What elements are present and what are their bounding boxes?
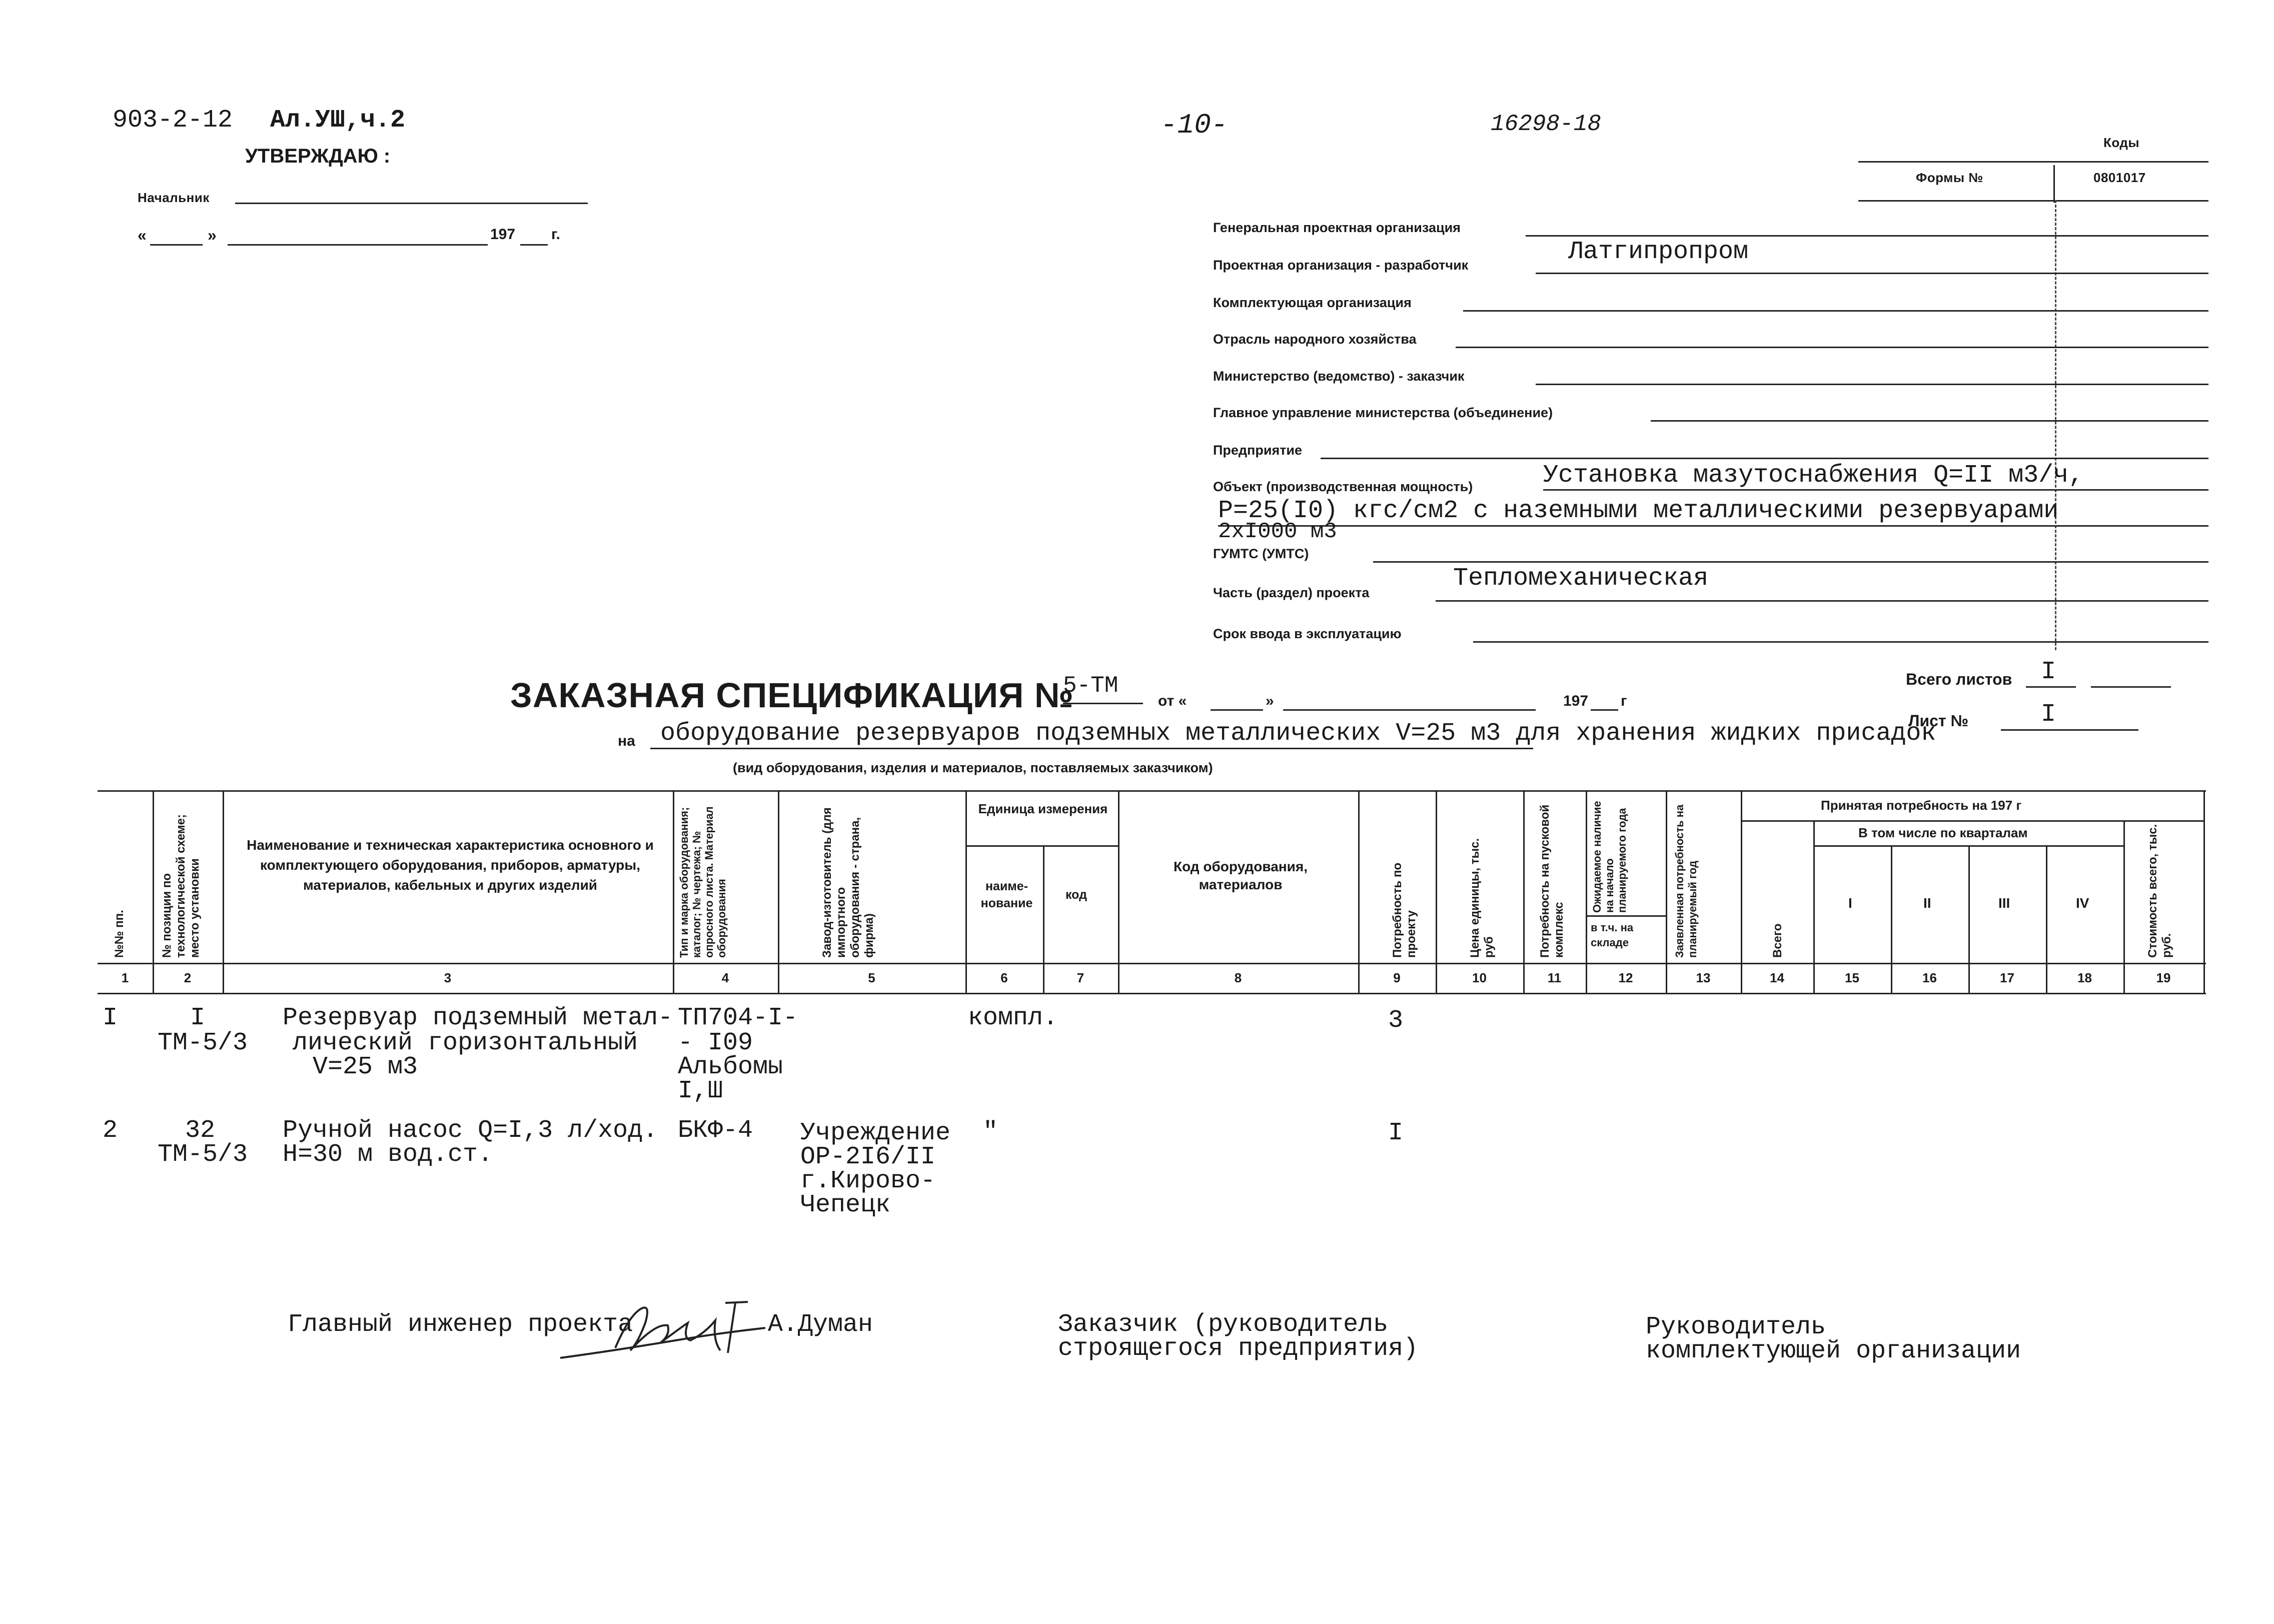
col-divider-7 — [1118, 790, 1119, 993]
row-type: I,Ш — [678, 1077, 723, 1105]
quarters-subheader-line — [1813, 845, 2123, 847]
col-number: 5 — [868, 970, 875, 985]
spec-date-close: » — [1266, 693, 1274, 709]
field-value-project-part: Тепломеханическая — [1453, 564, 1709, 593]
customer-signature-line1: Заказчик (руководитель — [1058, 1310, 1389, 1339]
header-c14: Всего — [1771, 923, 1784, 958]
object-continuation-1: Р=25(I0) кгс/см2 с наземными металлическими резервуарами — [1218, 497, 2059, 525]
col-number: 9 — [1393, 970, 1401, 985]
field-line-object-2 — [1218, 525, 2208, 527]
col-number: 6 — [1000, 970, 1008, 985]
header-c12a: Ожидаемое наличие на начало планируемого года — [1591, 801, 1628, 913]
total-sheets-line-2 — [2091, 686, 2171, 688]
chief-engineer-label: Главный инженер проекта — [288, 1310, 633, 1339]
header-c2: № позиции по технологической схеме; место установки — [160, 814, 202, 958]
spec-number: 5-ТМ — [1063, 673, 1118, 699]
row-type: ТП704-I- — [678, 1004, 798, 1032]
chief-engineer-name: А.Думан — [768, 1310, 873, 1339]
chief-signature-line — [235, 203, 588, 204]
row-type: БКФ-4 — [678, 1116, 753, 1145]
codes-divider — [2053, 165, 2055, 203]
sheet-value: I — [2041, 700, 2056, 729]
col-divider-1 — [153, 790, 154, 993]
table-header-bottom — [98, 993, 2206, 994]
approval-date-close: » — [208, 226, 217, 244]
header-quarters: В том числе по кварталам — [1858, 825, 2028, 840]
header-c19: Стоимость всего, тыс. руб. — [2146, 824, 2173, 958]
page-number: -10- — [1161, 109, 1228, 141]
row-quantity: I — [1388, 1119, 1404, 1147]
field-line-commissioning — [1473, 641, 2208, 643]
row-maker: г.Кирово- — [800, 1167, 936, 1195]
spec-title: ЗАКАЗНАЯ СПЕЦИФИКАЦИЯ № — [510, 676, 1074, 715]
field-label-developer-org: Проектная организация - разработчик — [1213, 258, 1469, 273]
header-c9: Потребность по проекту — [1391, 862, 1418, 958]
row-type: Альбомы — [678, 1053, 783, 1081]
customer-signature-line2: строящегося предприятия) — [1058, 1334, 1419, 1363]
col-number: 19 — [2156, 970, 2171, 985]
unit-subheader-line — [965, 845, 1118, 847]
row-number: 2 — [103, 1116, 118, 1145]
header-c7: код — [1065, 888, 1087, 902]
album-reference: Ал.УШ,ч.2 — [270, 106, 406, 135]
row-name: Ручной насос Q=I,3 л/ход. — [283, 1116, 658, 1145]
field-label-industry: Отрасль народного хозяйства — [1213, 332, 1417, 347]
field-line-enterprise — [1321, 458, 2208, 459]
spec-day-line — [1211, 709, 1263, 711]
field-label-enterprise: Предприятие — [1213, 443, 1303, 458]
header-c16: II — [1923, 895, 1931, 911]
col-number: 4 — [721, 970, 729, 985]
field-line-developer-org — [1536, 273, 2208, 274]
header-c6: наиме-нование — [980, 879, 1033, 910]
field-label-object: Объект (производственная мощность) — [1213, 479, 1473, 494]
approval-year-prefix: 197 — [490, 226, 516, 243]
document-code: 903-2-12 — [113, 106, 233, 135]
row-position: 32 — [185, 1116, 216, 1145]
field-line-general-org — [1526, 235, 2208, 237]
header-unit: Единица измерения — [978, 801, 1108, 816]
header-c1: №№ пп. — [113, 910, 126, 958]
header-c8: Код оборудования, материалов — [1173, 859, 1308, 892]
header-c15: I — [1848, 895, 1852, 911]
row-unit: " — [983, 1118, 998, 1146]
signature-image — [555, 1293, 795, 1373]
approval-year-suffix: г. — [551, 226, 560, 243]
c12-subheader-line — [1586, 915, 1666, 917]
header-c12b: в т.ч. на складе — [1591, 921, 1634, 949]
row-name: Н=30 м вод.ст. — [283, 1140, 493, 1169]
header-c17: III — [1998, 895, 2010, 911]
row-position-scheme: ТМ-5/3 — [158, 1140, 248, 1169]
header-c13: Заявленная потребность на планируемый год — [1673, 804, 1699, 958]
col-divider-8 — [1358, 790, 1360, 993]
spec-subject: оборудование резервуаров подземных металлических V=25 м3 для хранения жидких присадок — [660, 719, 1936, 748]
spec-number-line — [1063, 703, 1143, 704]
spec-on-label: на — [618, 733, 635, 749]
col-number: 16 — [1922, 970, 1937, 985]
row-name: Резервуар подземный метал- — [283, 1004, 673, 1032]
row-maker: Учреждение — [800, 1119, 951, 1147]
field-line-industry — [1456, 347, 2208, 348]
supply-head-signature-line2: комплектующей организации — [1646, 1337, 2021, 1365]
col-number: 17 — [2000, 970, 2014, 985]
field-label-general-org: Генеральная проектная организация — [1213, 220, 1461, 235]
chief-label: Начальник — [138, 190, 210, 205]
approval-year-line — [520, 244, 548, 246]
row-name: лический горизонтальный — [293, 1029, 638, 1057]
col-divider-9 — [1436, 790, 1437, 993]
spec-month-line — [1283, 709, 1536, 711]
row-position-scheme: ТМ-5/3 — [158, 1029, 248, 1057]
row-unit: компл. — [968, 1004, 1058, 1032]
field-line-ministry — [1536, 384, 2208, 385]
codes-dashed-divider — [2055, 200, 2056, 650]
field-line-object — [1543, 489, 2208, 491]
field-label-project-part: Часть (раздел) проекта — [1213, 585, 1370, 600]
col-number: 2 — [184, 970, 192, 985]
approval-day-line — [150, 244, 203, 246]
codes-title: Коды — [2103, 135, 2140, 150]
row-number: I — [103, 1004, 118, 1032]
table-number-row-top — [98, 963, 2206, 964]
codes-top-line — [1858, 161, 2208, 163]
header-accepted: Принятая потребность на 197 г — [1821, 798, 2022, 813]
sheet-reference: 16298-18 — [1491, 111, 1601, 137]
col-divider-4 — [778, 790, 779, 993]
accepted-subheader-line — [1741, 820, 2203, 822]
object-continuation-2: 2хI000 м3 — [1218, 519, 1337, 544]
approval-date-open: « — [138, 226, 147, 244]
approval-month-line — [228, 244, 488, 246]
col-number: 10 — [1472, 970, 1487, 985]
col-number: 3 — [444, 970, 452, 985]
field-label-commissioning: Срок ввода в эксплуатацию — [1213, 626, 1402, 641]
row-maker: Чепецк — [800, 1191, 891, 1219]
field-line-main-department — [1651, 420, 2208, 422]
col-divider-18 — [2123, 820, 2125, 993]
field-label-main-department: Главное управление министерства (объединение) — [1213, 405, 1553, 420]
total-sheets-line — [2026, 686, 2076, 688]
field-value-object: Установка мазутоснабжения Q=II м3/ч, — [1543, 461, 2084, 490]
field-line-project-part — [1436, 600, 2208, 602]
col-number: 18 — [2077, 970, 2092, 985]
codes-form-line — [1858, 200, 2208, 202]
header-c11: Потребность на пусковой комплекс — [1538, 804, 1566, 958]
total-sheets-value: I — [2041, 658, 2056, 686]
row-quantity: 3 — [1388, 1006, 1404, 1035]
col-number: 7 — [1076, 970, 1084, 985]
header-c5: Завод-изготовитель (для импортного оборудования - страна, фирма) — [820, 807, 876, 958]
header-c3: Наименование и техническая характеристика основного и комплектующего оборудования, приборов, арматуры, материалов, кабельных и других изделий — [247, 837, 654, 893]
form-label: Формы № — [1916, 170, 1983, 185]
table-top-border — [98, 790, 2206, 792]
spec-subject-caption: (вид оборудования, изделия и материалов, поставляемых заказчиком) — [733, 760, 1213, 775]
col-number: 13 — [1696, 970, 1711, 985]
spec-date-from: от « — [1158, 693, 1187, 709]
col-number: 12 — [1618, 970, 1633, 985]
col-divider-10 — [1523, 790, 1525, 993]
header-c4: Тип и марка оборудования; каталог; № чертежа; № опросного листа. Материал оборудования — [678, 806, 728, 958]
col-divider-5 — [965, 790, 967, 993]
total-sheets-label: Всего листов — [1906, 670, 2012, 688]
field-line-gumts — [1373, 561, 2208, 563]
spec-subject-line — [650, 748, 1533, 749]
col-divider-12 — [1666, 790, 1667, 993]
row-name: V=25 м3 — [313, 1053, 418, 1081]
col-divider-2 — [223, 790, 224, 993]
header-c18: IV — [2076, 895, 2089, 911]
sheet-line — [2001, 729, 2138, 731]
col-divider-11 — [1586, 790, 1587, 993]
col-number: 1 — [121, 970, 129, 985]
spec-year-line — [1591, 709, 1618, 711]
field-label-gumts: ГУМТС (УМТС) — [1213, 546, 1309, 561]
col-number: 11 — [1547, 970, 1562, 985]
col-divider-19 — [2203, 790, 2205, 993]
field-label-supply-org: Комплектующая организация — [1213, 295, 1412, 310]
col-divider-3 — [673, 790, 674, 993]
row-position: I — [190, 1004, 206, 1032]
field-label-ministry: Министерство (ведомство) - заказчик — [1213, 369, 1465, 384]
col-number: 15 — [1845, 970, 1859, 985]
field-line-supply-org — [1463, 310, 2208, 312]
header-c10: Цена единицы, тыс. руб — [1468, 838, 1496, 958]
row-type: - I09 — [678, 1029, 753, 1057]
spec-year-suffix: г — [1621, 693, 1627, 709]
supply-head-signature-line1: Руководитель — [1646, 1313, 1826, 1341]
col-number: 14 — [1770, 970, 1784, 985]
spec-year-label: 197 — [1563, 693, 1589, 709]
sheet-label: Лист № — [1908, 712, 1969, 730]
col-number: 8 — [1234, 970, 1242, 985]
row-maker: ОР-2I6/II — [800, 1143, 936, 1171]
form-value: 0801017 — [2093, 170, 2146, 185]
approval-title: УТВЕРЖДАЮ : — [245, 145, 391, 167]
field-value-developer-org: Латгипропром — [1568, 238, 1749, 266]
